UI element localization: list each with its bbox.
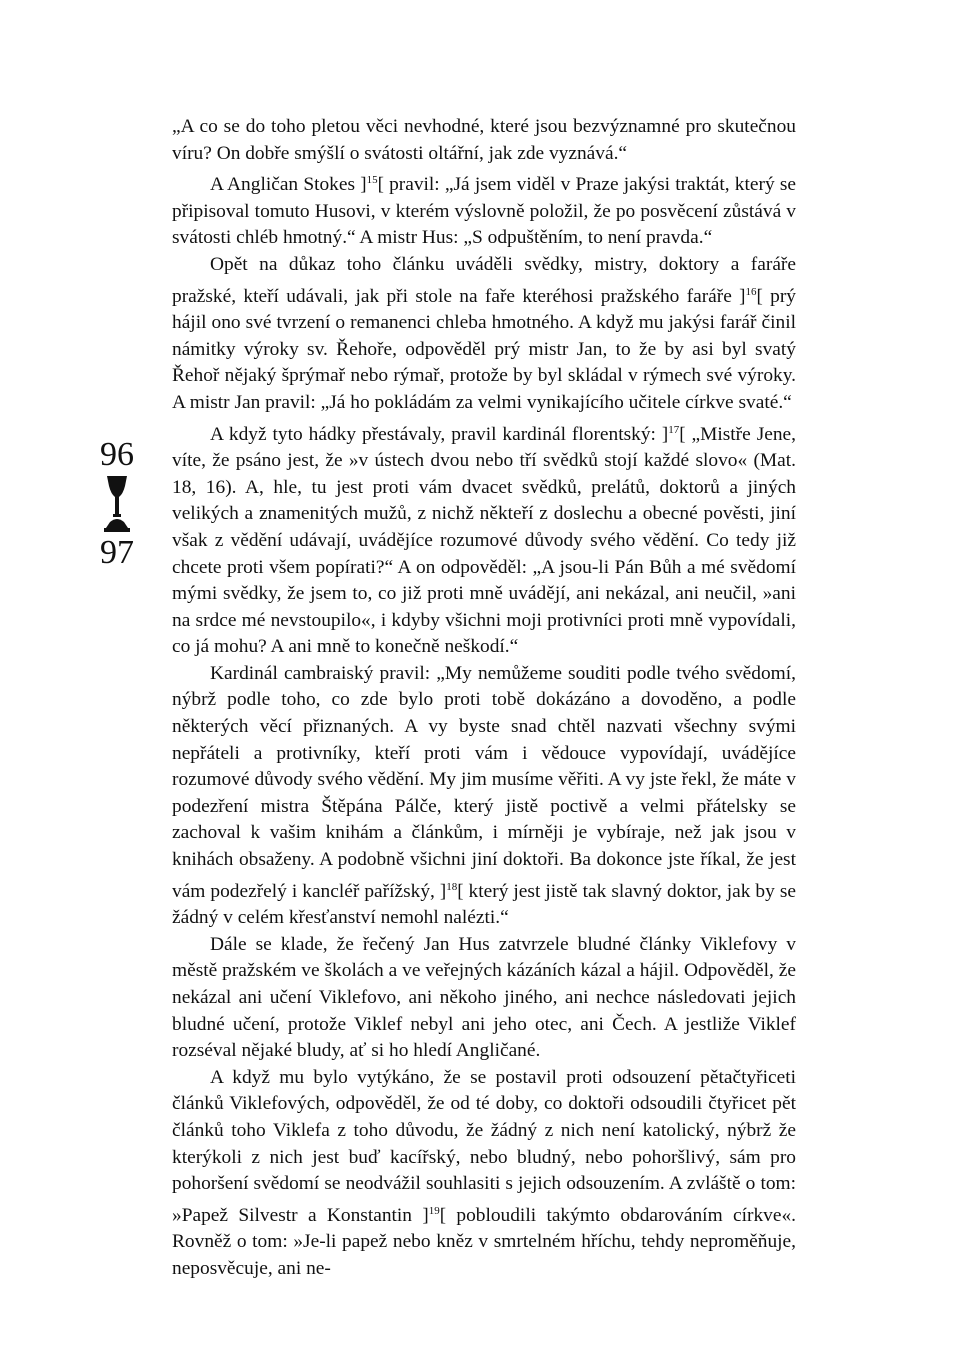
paragraph-p3: [172, 252, 796, 417]
paragraph-p6: [172, 932, 796, 1065]
text-run: A když tyto hádky přestávaly, pravil kardinál florentský:: [210, 423, 662, 445]
footnote-marker: ]$^{15}$[: [360, 174, 384, 196]
page-number-right: 97: [100, 534, 134, 571]
text-run: „A co se do toho pletou věci nevhodné, které jsou bezvýznamné pro skutečnou víru? On dobře smýšlí o svátosti oltářní, jak zde vyznává.“: [172, 116, 796, 164]
text-run: A když mu bylo vytýkáno, že se postavil proti odsouzení pětačtyřiceti článků Viklefových, odpověděl, že od té doby, co doktoři odsoudili čtyřicet pět článků toho Viklefa z toho důvodu, že žádný z nich není katolický, nýbrž že kterýkoli z nich jest buď kacířský, nebo bludný, nebo pohoršlivý, sám pro pohoršení svědomí se neodvážil souhlasiti s jejich odsouzením. A zvláště o tom: »Papež Silvestr a Konstantin: [172, 1066, 796, 1226]
text-run: pravil: „Já jsem viděl v Praze jakýsi traktát, který se připisoval tomuto Husovi, v kterém výslovně položil, že po posvěcení zůstává v svátosti chléb hmotný.“ A mistr Hus: „S odpuštěním, to není pravda.“: [172, 174, 796, 249]
footnote-number: 15: [366, 174, 378, 187]
paragraph-p5: [172, 661, 796, 932]
footnote-number: 17: [668, 423, 680, 436]
text-run: Dále se klade, že řečený Jan Hus zatvrzele bludné články Viklefovy v městě pražském ve školách a ve veřejných kázáních kázal a hájil. Odpověděl, že nekázal ani učení Viklefovo, ani někoho jiného, ani nechce následovati jejich bludné učení, protože Viklef nebyl ani jeho otec, ani Čech. A jestliže Viklef rozséval nějaké bludy, ať si ho hledí Angličané.: [172, 933, 796, 1062]
text-run: Opět na důkaz toho článku uváděli svědky, mistry, doktory a faráře pražské, kteří udávali, jak při stole na faře kteréhosi pražského faráře: [172, 253, 796, 307]
paragraph-p2: [172, 167, 796, 252]
paragraph-p7: [172, 1065, 796, 1283]
text-run: který jest jistě tak slavný doktor, jak by se žádný v celém křesťanství nemohl nalézti.“: [172, 880, 796, 929]
footnote-number: 16: [745, 285, 757, 298]
text-run: prý hájil ono své tvrzení o remanenci chleba hmotného. A když mu jakýsi farář činil námitky výroky sv. Řehoře, odpověděl prý mistr Jan, to že by asi byl svatý Řehoř nějaký šprýmař nebo rýmař, protože by byl skládal v rýmech své výroky. A mistr Jan pravil: „Já ho pokládám za velmi vynikajícího učitele církve svaté.“: [172, 285, 796, 413]
text-run: A Angličan Stokes: [210, 174, 361, 196]
page-number-margin: [86, 436, 148, 572]
footnote-number: 19: [428, 1204, 440, 1217]
text-run: Kardinál cambraiský pravil: „My nemůžeme souditi podle tvého svědomí, nýbrž podle toho, co zde bylo proti tobě dokázáno a dovoděno, a podle některých věcí přiznaných. A vy byste snad chtěl nazvati všechny svými nepřáteli a protivníky, kteří proti vám i vědouce vypovídají, uvádějíce rozumové důvody svého vědění. My jim musíme věřiti. A vy jste řekl, že máte v podezření mistra Štěpána Pálče, který jistě poctivě a velmi přátelsky se zachoval k vašim knihám a článkům, i mírněji je vybíraje, než jak jsou v knihách obsaženy. A podobně všichni jiní doktoři. Ba dokonce jste říkal, že jest vám podezřelý i kancléř pařížský,: [172, 662, 796, 902]
text-run: pobloudili takýmto obdarováním církve«. Rovněž o tom: »Je-li papež nebo kněz v smrtelném hříchu, tehdy neproměňuje, neposvěcuje, ani ne-: [172, 1204, 796, 1279]
footnote-marker: ]$^{19}$[: [422, 1204, 447, 1226]
paragraph-p1: [172, 114, 796, 167]
footnote-number: 18: [446, 880, 458, 893]
text-run: „Mistře Jene, víte, že psáno jest, že »v ústech dvou nebo tří svědků stojí každé slovo« (Mat. 18, 16). A, hle, tu jest proti vám dvacet svědků, prelátů, doktorů a jiných velikých a znamenitých mužů, z nichž někteří z doslechu a obecné pověsti, jiní však z vědění udávají, uvádějíce rozumové důvody svého vědění. Co tedy již chcete proti všem popírati?“ A on odpověděl: „A jsou-li Pán Bůh a mé svědomí mými svědky, že jsem to, co již proti mně uvádějí, ani nekázal, ani neučil, »ani na srdce mé nevstoupilo«, i kdyby všichni moji protivníci proti mně vypovídali, co já mohu? A ani mně to konečně neškodí.“: [172, 423, 796, 658]
chalice-icon: [104, 476, 130, 532]
page-number-left: 96: [100, 436, 134, 473]
footnote-marker: ]$^{18}$[: [439, 880, 464, 902]
footnote-marker: ]$^{17}$[: [661, 423, 686, 445]
body-text: [172, 114, 796, 1283]
footnote-marker: ]$^{16}$[: [739, 285, 763, 307]
paragraph-p4: [172, 417, 796, 661]
